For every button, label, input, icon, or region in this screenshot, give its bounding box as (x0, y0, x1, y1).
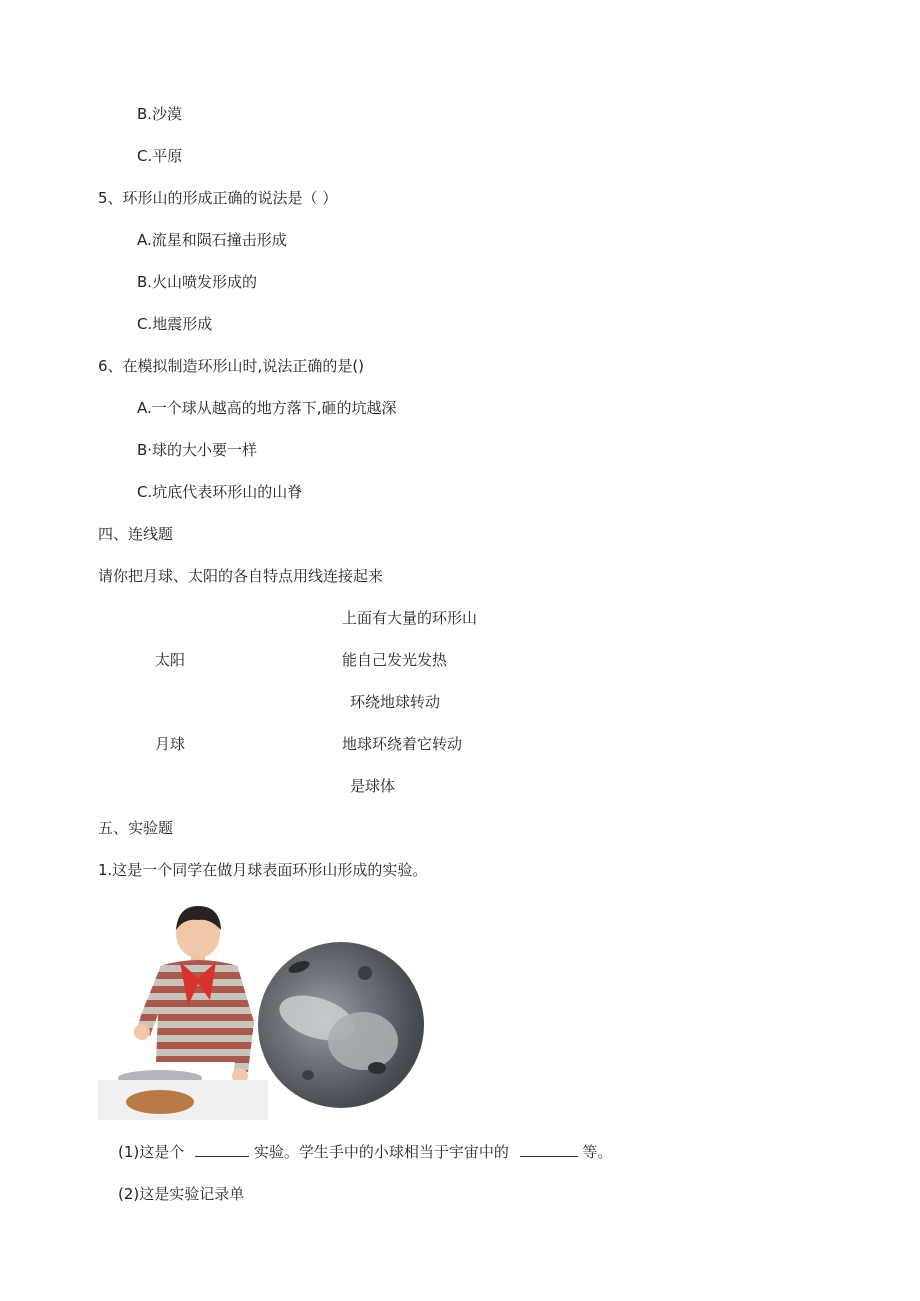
sub1-middle: 实验。学生手中的小球相当于宇宙中的 (253, 1143, 509, 1161)
section4-heading: 四、连线题 (98, 525, 174, 543)
match-left-item-sun: 太阳 (155, 651, 186, 669)
experiment-q1-stem: 1.这是一个同学在做月球表面环形山形成的实验。 (98, 861, 428, 879)
boy-illustration (98, 902, 268, 1120)
match-right-item: 环绕地球转动 (350, 693, 441, 711)
q5-stem: 5、环形山的形成正确的说法是（ ） (98, 189, 338, 207)
experiment-subquestion-2: (2)这是实验记录单 (118, 1185, 245, 1203)
q4-option-c: C.平原 (137, 147, 183, 165)
answer-blank-2[interactable] (520, 1142, 578, 1157)
q5-option-a: A.流星和陨石撞击形成 (137, 231, 287, 249)
section5-heading: 五、实验题 (98, 819, 174, 837)
q6-option-c: C.坑底代表环形山的山脊 (137, 483, 303, 501)
q6-option-b: B·球的大小要一样 (137, 441, 258, 459)
q4-option-b: B.沙漠 (137, 105, 183, 123)
section4-instruction: 请你把月球、太阳的各自特点用线连接起来 (98, 567, 384, 585)
match-left-item-moon: 月球 (155, 735, 186, 753)
match-right-item: 能自己发光发热 (342, 651, 448, 669)
q6-stem: 6、在模拟制造环形山时,说法正确的是() (98, 357, 365, 375)
q5-option-c: C.地震形成 (137, 315, 213, 333)
sub1-suffix: 等。 (582, 1143, 613, 1161)
q5-option-b: B.火山喷发形成的 (137, 273, 258, 291)
moon-crater-image (258, 942, 424, 1108)
experiment-subquestion-1 (118, 1142, 612, 1162)
experiment-photo (98, 902, 426, 1120)
match-right-item: 是球体 (350, 777, 396, 795)
sub1-prefix: (1)这是个 (118, 1143, 185, 1161)
q6-option-a: A.一个球从越高的地方落下,砸的坑越深 (137, 399, 397, 417)
match-right-item: 地球环绕着它转动 (342, 735, 463, 753)
match-right-item: 上面有大量的环形山 (342, 609, 478, 627)
answer-blank-1[interactable] (195, 1142, 249, 1157)
